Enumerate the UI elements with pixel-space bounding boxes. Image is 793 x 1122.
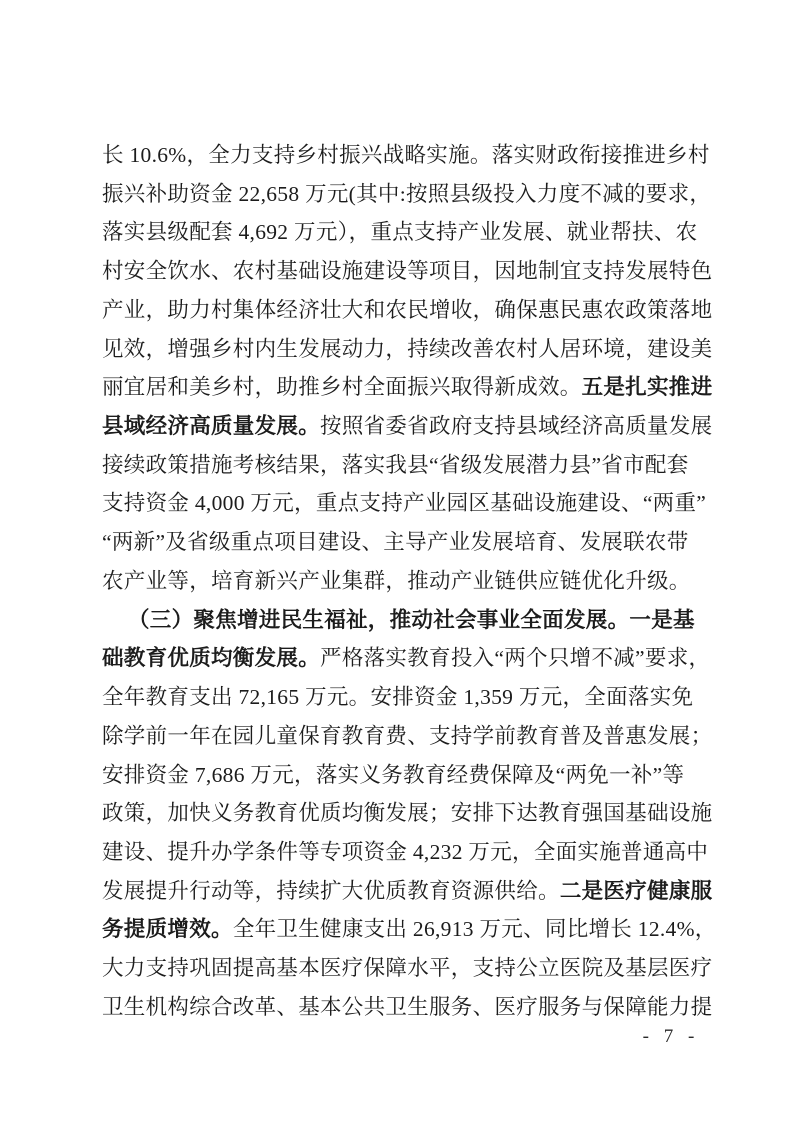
text-line (102, 252, 713, 291)
text-run: 农产业等，培育新兴产业集群，推动产业链供应链优化升级。 (102, 568, 691, 593)
text-run: 安排资金 7,686 万元，落实义务教育经费保障及“两免一补”等 (102, 762, 685, 787)
text-run: 接续政策措施考核结果，落实我县“省级发展潜力县”省市配套 (102, 452, 689, 477)
text-run: 见效，增强乡村内生发展动力，持续改善农村人居环境，建设美 (102, 336, 713, 361)
text-line (102, 484, 707, 523)
page-number: - 7 - (642, 1026, 700, 1047)
text-line (102, 368, 713, 407)
text-run: 除学前一年在园儿童保育教育费、支持学前教育普及普惠发展； (102, 723, 713, 748)
text-run: 严格落实教育投入“两个只增不减”要求， (320, 646, 711, 671)
bold-text-run: 础教育优质均衡发展。 (102, 646, 321, 671)
text-line (102, 833, 709, 872)
text-line (102, 910, 717, 949)
text-run: 全年卫生健康支出 26,913 万元、同比增长 12.4%， (232, 917, 717, 942)
text-run: 村安全饮水、农村基础设施建设等项目，因地制宜支持发展特色 (102, 259, 713, 284)
text-run: 支持资金 4,000 万元，重点支持产业园区基础设施建设、“两重” (102, 491, 707, 516)
bold-text-run: 县域经济高质量发展。 (102, 414, 321, 439)
text-run: 振兴补助资金 22,658 万元(其中:按照县级投入力度不减的要求， (102, 181, 712, 206)
text-run: 大力支持巩固提高基本医疗保障水平，支持公立医院及基层医疗 (102, 956, 713, 981)
text-run: 卫生机构综合改革、基本公共卫生服务、医疗服务与保障能力提 (102, 994, 713, 1019)
text-line (102, 213, 702, 252)
text-line (102, 639, 711, 678)
text-run: 政策，加快义务教育优质均衡发展；安排下达教育强国基础设施 (102, 801, 713, 826)
text-line (102, 717, 713, 756)
bold-text-run: 务提质增效。 (102, 917, 233, 942)
text-run: 长 10.6%，全力支持乡村振兴战略实施。落实财政衔接推进乡村 (102, 143, 710, 167)
text-line (102, 446, 702, 485)
text-run: 按照省委省政府支持县域经济高质量发展 (320, 414, 713, 439)
bold-text-run: 五是扎实推进 (581, 375, 713, 400)
text-line (102, 794, 713, 833)
text-run: 落实县级配套 4,692 万元），重点支持产业发展、就业帮扶、农 (102, 220, 698, 245)
text-line (102, 756, 702, 795)
text-line (102, 175, 712, 214)
text-line (102, 291, 713, 330)
text-line (102, 678, 702, 717)
text-run: 丽宜居和美乡村，助推乡村全面振兴取得新成效。 (102, 375, 582, 400)
bold-text-run: （三）聚焦增进民生福祉，推动社会事业全面发展。一是基 (128, 607, 695, 632)
text-line (102, 949, 713, 988)
text-run: “两新”及省级重点项目建设、主导产业发展培育、发展联农带 (102, 530, 689, 555)
bold-text-run: 二是医疗健康服 (559, 878, 713, 903)
text-line (102, 601, 702, 640)
text-run: 发展提升行动等，持续扩大优质教育资源供给。 (102, 878, 560, 903)
text-line (102, 872, 713, 911)
text-line (102, 136, 710, 175)
text-line (102, 562, 702, 601)
text-run: 产业，助力村集体经济壮大和农民增收，确保惠民惠农政策落地 (102, 297, 713, 322)
text-run: 建设、提升办学条件等专项资金 4,232 万元，全面实施普通高中 (102, 839, 709, 864)
text-line (102, 523, 702, 562)
text-line (102, 330, 713, 369)
text-line (102, 988, 713, 1027)
document-body (102, 136, 717, 1027)
text-line (102, 407, 713, 446)
text-run: 全年教育支出 72,165 万元。安排资金 1,359 万元，全面落实免 (102, 685, 694, 710)
